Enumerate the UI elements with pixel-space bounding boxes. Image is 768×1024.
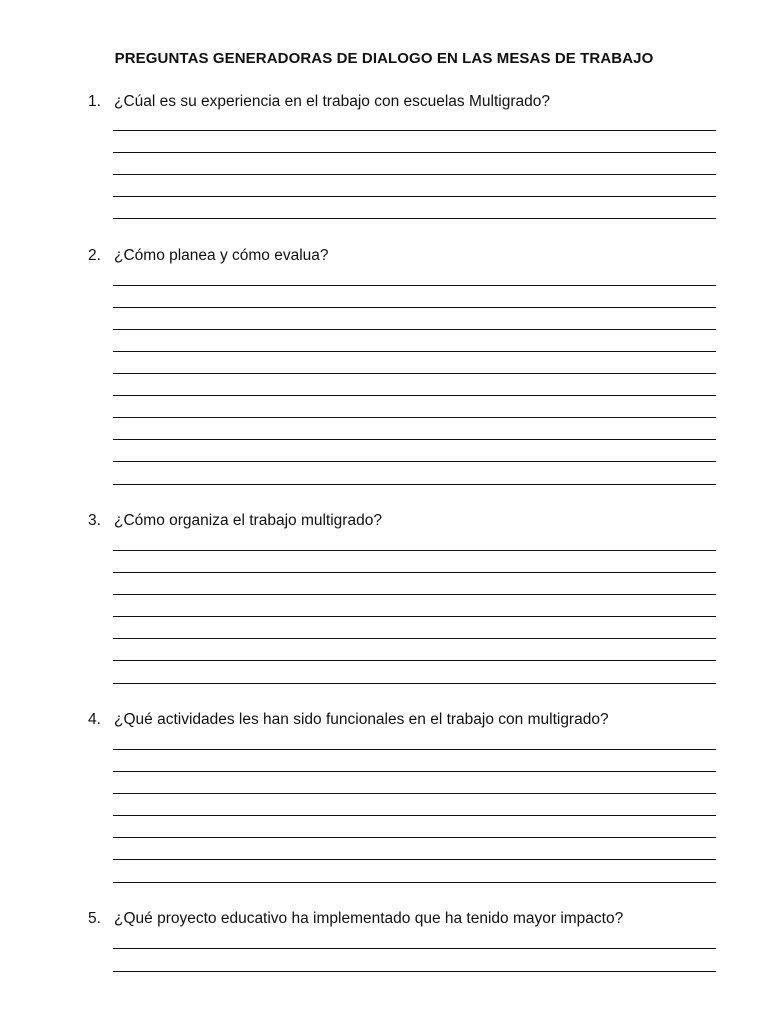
answer-line[interactable] — [113, 616, 716, 617]
page-title: PREGUNTAS GENERADORAS DE DIALOGO EN LAS MESAS DE TRABAJO — [114, 50, 654, 67]
answer-line[interactable] — [113, 859, 716, 860]
question-3 — [88, 512, 382, 530]
answer-line[interactable] — [113, 749, 716, 750]
answer-line[interactable] — [113, 417, 716, 418]
question-number: 3. — [88, 512, 101, 529]
answer-line[interactable] — [113, 218, 716, 219]
answer-line[interactable] — [113, 660, 716, 661]
answer-line[interactable] — [113, 594, 716, 595]
question-1 — [88, 93, 550, 111]
answer-line[interactable] — [113, 948, 716, 949]
answer-line[interactable] — [113, 971, 716, 972]
answer-line[interactable] — [113, 638, 716, 639]
question-text: ¿Qué proyecto educativo ha implementado que ha tenido mayor impacto? — [114, 910, 624, 927]
answer-line[interactable] — [113, 837, 716, 838]
answer-line[interactable] — [113, 771, 716, 772]
question-number: 5. — [88, 910, 101, 927]
question-number: 4. — [88, 711, 101, 728]
question-4 — [88, 711, 609, 729]
question-text: ¿Cómo planea y cómo evalua? — [114, 247, 329, 264]
answer-line[interactable] — [113, 439, 716, 440]
answer-line[interactable] — [113, 152, 716, 153]
question-text: ¿Cúal es su experiencia en el trabajo con escuelas Multigrado? — [114, 93, 550, 110]
answer-line[interactable] — [113, 285, 716, 286]
answer-line[interactable] — [113, 329, 716, 330]
answer-line[interactable] — [113, 174, 716, 175]
question-number: 2. — [88, 247, 101, 264]
answer-line[interactable] — [113, 307, 716, 308]
answer-line[interactable] — [113, 793, 716, 794]
question-number: 1. — [88, 93, 101, 110]
answer-line[interactable] — [113, 882, 716, 883]
answer-line[interactable] — [113, 815, 716, 816]
question-2 — [88, 247, 329, 265]
question-5 — [88, 910, 623, 928]
answer-line[interactable] — [113, 196, 716, 197]
answer-line[interactable] — [113, 130, 716, 131]
answer-line[interactable] — [113, 373, 716, 374]
question-text: ¿Qué actividades les han sido funcionales en el trabajo con multigrado? — [114, 711, 609, 728]
question-text: ¿Cómo organiza el trabajo multigrado? — [114, 512, 382, 529]
answer-line[interactable] — [113, 550, 716, 551]
answer-line[interactable] — [113, 351, 716, 352]
answer-line[interactable] — [113, 395, 716, 396]
answer-line[interactable] — [113, 683, 716, 684]
answer-line[interactable] — [113, 484, 716, 485]
answer-line[interactable] — [113, 461, 716, 462]
answer-line[interactable] — [113, 572, 716, 573]
